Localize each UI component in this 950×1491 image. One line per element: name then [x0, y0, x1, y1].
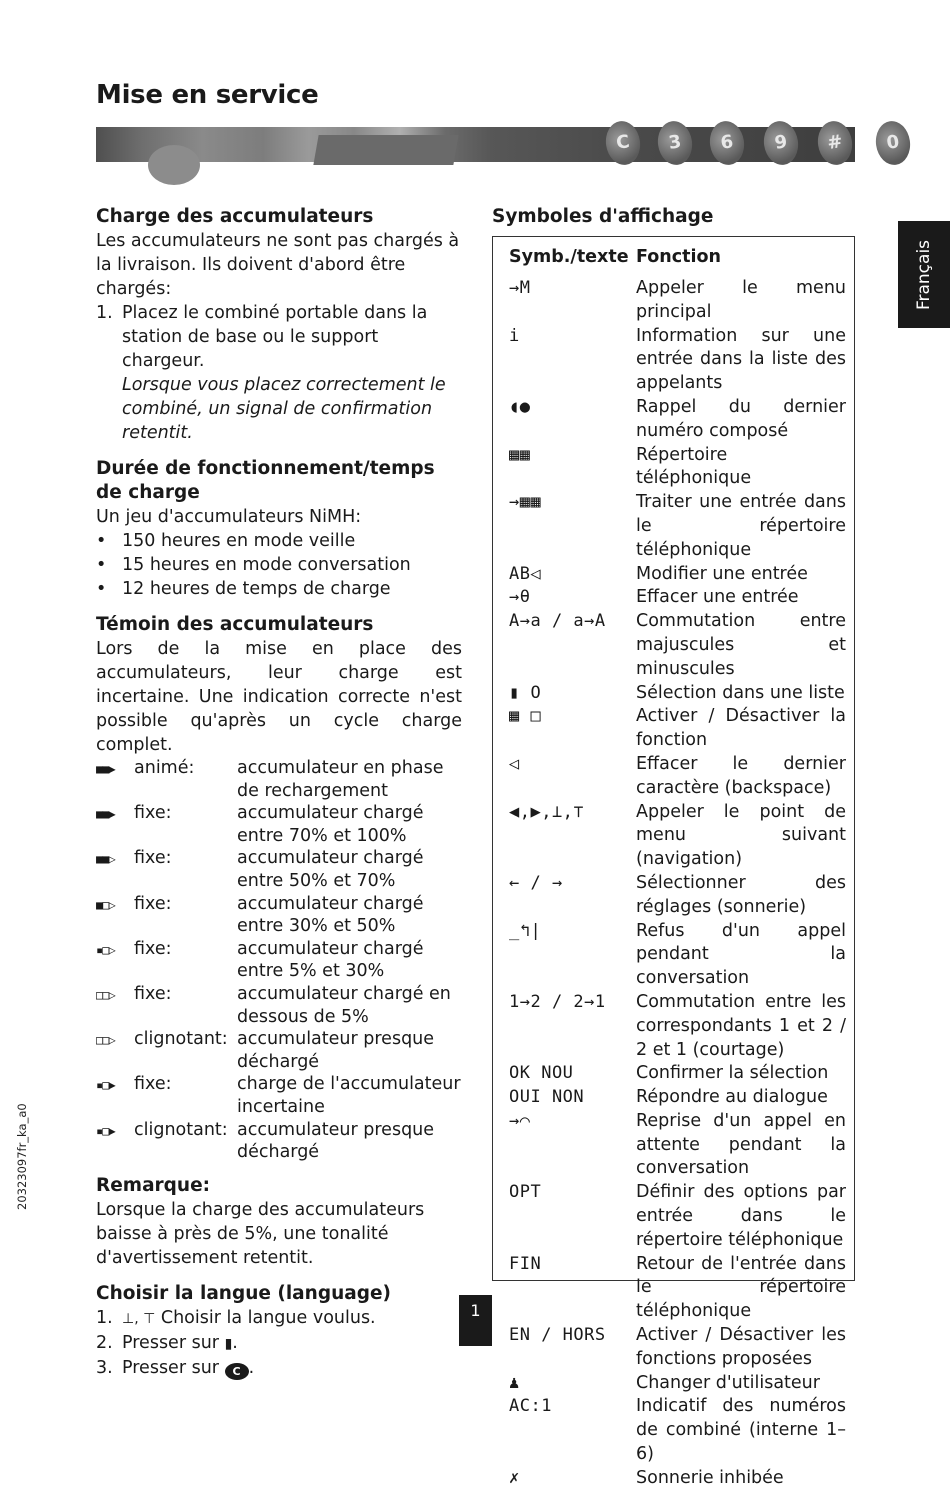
list-item: ■■▷ fixe: accumulateur chargé entre 50% et 70% — [96, 848, 424, 891]
list-item: ■□▷ fixe: accumulateur chargé entre 30% et 50% — [96, 893, 424, 937]
battery-indicator-list — [96, 757, 462, 1164]
symbol-cell: ◀,▶,⊥,⊤ — [509, 801, 585, 822]
page-title: Mise en service — [96, 80, 319, 110]
function-cell: Confirmer la sélection — [636, 1063, 829, 1084]
battery-icon: □□▷ — [96, 1033, 115, 1048]
symbol-cell: →▦▦ — [509, 492, 542, 513]
function-cell: Sélectionner des réglages (sonnerie) — [636, 872, 846, 917]
banner-key-hash: # — [815, 119, 855, 167]
symbol-cell: i — [509, 325, 520, 346]
table-row — [509, 753, 846, 801]
temoin-heading: Témoin des accumulateurs — [96, 614, 374, 635]
list-item: • 150 heures en mode veille — [96, 531, 356, 551]
list-item: ▪□▶ fixe: charge de l'accumulateur incertaine — [96, 1074, 461, 1117]
banner-knob — [148, 145, 200, 185]
function-cell: Reprise d'un appel en attente pendant la conversation — [636, 1110, 846, 1179]
remarque-heading: Remarque: — [96, 1174, 211, 1196]
symbol-cell: FIN — [509, 1253, 542, 1274]
banner-key-c: C — [603, 119, 643, 167]
table-row — [509, 1467, 846, 1491]
table-row — [509, 586, 846, 610]
table-row — [509, 491, 846, 562]
symbol-cell: OUI NON — [509, 1087, 585, 1108]
charge-step-italic: Lorsque vous placez correctement le combiné, un signal de confirmation retentit. — [122, 375, 446, 443]
nav-up-down-icon: ⊥, ⊤ — [122, 1310, 156, 1327]
function-cell: Appeler le point de menu suivant (navigation) — [636, 801, 846, 870]
symbol-cell: OK NOU — [509, 1063, 574, 1084]
list-item: □□▷ clignotant: accumulateur presque déchargé — [96, 1029, 435, 1072]
symbols-table — [492, 236, 855, 1488]
symbol-cell: →θ — [509, 587, 531, 608]
table-row — [509, 610, 846, 681]
list-item: ■■▶ animé: accumulateur en phase de rechargement — [96, 758, 444, 801]
document-code: 20323097fr_ka_a0 — [15, 1103, 29, 1210]
battery-icon: ▪□▶ — [96, 1123, 115, 1138]
column-header-symbol: Symb./texte — [509, 247, 629, 267]
remarque-text: Lorsque la charge des accumulateurs baisse à près de 5%, une tonalité d'avertissement retentit. — [96, 1199, 425, 1268]
table-row — [509, 1181, 846, 1252]
function-cell: Effacer le dernier caractère (backspace) — [636, 753, 846, 798]
symbol-cell: ✗ — [509, 1467, 520, 1488]
table-header — [509, 245, 846, 269]
battery-icon: ■□▷ — [96, 897, 115, 912]
function-cell: Répondre au dialogue — [636, 1087, 828, 1108]
table-row — [509, 277, 846, 325]
symbol-cell: OPT — [509, 1182, 542, 1203]
battery-icon: ▪□▶ — [96, 1078, 115, 1093]
table-row — [509, 682, 846, 706]
charge-heading: Charge des accumulateurs — [96, 206, 374, 227]
function-cell: Activer / Désactiver les fonctions proposées — [636, 1325, 846, 1369]
symbol-cell: A→a / a→A — [509, 611, 606, 632]
function-cell: Effacer une entrée — [636, 587, 799, 608]
symbol-cell: AC:1 — [509, 1396, 552, 1417]
banner-key-6: 6 — [707, 119, 747, 167]
page-number: 1 — [459, 1295, 492, 1346]
table-row — [509, 1253, 846, 1324]
symbol-cell: ◁ — [509, 753, 520, 774]
language-tab — [898, 221, 950, 328]
function-cell: Sonnerie inhibée — [636, 1467, 784, 1488]
function-cell: Retour de l'entrée dans le répertoire téléphonique — [636, 1253, 846, 1322]
phone-keypad-banner — [96, 127, 901, 162]
table-row — [509, 1110, 846, 1181]
battery-icon: □□▷ — [96, 987, 115, 1002]
function-cell: Refus d'un appel pendant la conversation — [636, 920, 846, 989]
battery-icon: ■■▶ — [96, 807, 115, 822]
banner-key-3: 3 — [655, 119, 695, 167]
table-row — [509, 705, 846, 753]
banner-key-0: 0 — [873, 119, 913, 167]
symbol-cell: ▦▦ — [509, 444, 531, 465]
table-row — [509, 444, 846, 492]
list-item: • 15 heures en mode conversation — [96, 555, 411, 575]
table-row — [509, 1324, 846, 1372]
table-row — [509, 991, 846, 1062]
function-cell: Rappel du dernier numéro composé — [636, 396, 846, 441]
symbol-cell: ▦ □ — [509, 706, 542, 727]
banner-key-9: 9 — [761, 119, 801, 167]
charge-step-text: Placez le combiné portable dans la station de base ou le support chargeur. — [122, 303, 428, 371]
list-item: ▪□▶ clignotant: accumulateur presque déchargé — [96, 1119, 435, 1163]
symbol-cell: ◖● — [509, 396, 531, 417]
function-cell: Indicatif des numéros de combiné (interne 1–6) — [636, 1396, 846, 1465]
function-cell: Répertoire téléphonique — [636, 444, 752, 489]
function-cell: Changer d'utilisateur — [636, 1372, 820, 1393]
function-cell: Information sur une entrée dans la liste des appelants — [636, 325, 846, 394]
table-body — [509, 277, 846, 1491]
language-tab-label: Français — [914, 239, 934, 310]
function-cell: Traiter une entrée dans le répertoire téléphonique — [636, 492, 846, 560]
function-cell: Appeler le menu principal — [636, 278, 846, 322]
function-cell: Commutation entre les correspondants 1 et 2 / 2 et 1 (courtage) — [636, 991, 846, 1060]
symbol-cell: ← / → — [509, 872, 563, 893]
table-row — [509, 801, 846, 872]
table-row — [509, 1372, 846, 1396]
table-row — [509, 563, 846, 587]
symbols-heading: Symboles d'affichage — [492, 206, 714, 227]
list-item: 1. ⊥, ⊤ Choisir la langue voulus. — [96, 1306, 462, 1331]
charge-step-number: 1. — [96, 303, 113, 323]
function-cell: Modifier une entrée — [636, 563, 808, 584]
symbol-cell: 1→2 / 2→1 — [509, 991, 606, 1012]
charge-step — [96, 301, 462, 445]
table-row — [509, 1395, 846, 1466]
function-cell: Activer / Désactiver la fonction — [636, 706, 846, 751]
battery-icon: ■■▷ — [96, 852, 115, 867]
list-item: ■■▶ fixe: accumulateur chargé entre 70% et 100% — [96, 803, 424, 846]
charge-text: Les accumulateurs ne sont pas chargés à la livraison. Ils doivent d'abord être chargés: — [96, 231, 460, 299]
function-cell: Définir des options par entrée dans le répertoire téléphonique — [636, 1182, 846, 1250]
table-row — [509, 1086, 846, 1110]
duree-heading: Durée de fonctionnement/temps de charge — [96, 458, 435, 503]
table-row — [509, 325, 846, 396]
display-key-icon: ▮ — [224, 1335, 233, 1352]
symbol-cell: AB◁ — [509, 563, 542, 584]
langue-heading: Choisir la langue (language) — [96, 1282, 391, 1304]
symbol-cell: →M — [509, 278, 531, 298]
table-row — [509, 1062, 846, 1086]
function-cell: Sélection dans une liste — [636, 682, 845, 703]
table-row — [509, 396, 846, 444]
list-item: 2. Presser sur ▮. — [96, 1331, 462, 1356]
symbol-cell: EN / HORS — [509, 1325, 606, 1346]
symbol-cell: _↰| — [509, 920, 542, 941]
battery-icon: ▪□▷ — [96, 942, 115, 957]
temoin-text: Lors de la mise en place des accumulateurs, leur charge est incertaine. Une indication correcte n'est possible qu'après un cycle charge complet. — [96, 639, 462, 755]
banner-screen — [313, 135, 458, 165]
symbol-cell: ♟ — [509, 1372, 520, 1393]
list-item: □□▷ fixe: accumulateur chargé en dessous de 5% — [96, 983, 451, 1027]
symbol-cell: ▮ O — [509, 682, 542, 703]
column-header-function: Fonction — [636, 247, 721, 267]
left-column — [96, 205, 462, 1380]
list-item: ▪□▷ fixe: accumulateur chargé entre 5% et 30% — [96, 938, 424, 982]
duree-intro: Un jeu d'accumulateurs NiMH: — [96, 507, 362, 527]
symbol-cell: →⌒ — [509, 1110, 531, 1131]
list-item: 3. Presser sur C . — [96, 1357, 255, 1378]
battery-icon: ■■▶ — [96, 762, 115, 776]
c-key-icon: C — [225, 1363, 249, 1380]
table-row — [509, 872, 846, 920]
list-item: • 12 heures de temps de charge — [96, 579, 391, 599]
table-row — [509, 920, 846, 991]
function-cell: Commutation entre majuscules et minuscules — [636, 611, 846, 679]
